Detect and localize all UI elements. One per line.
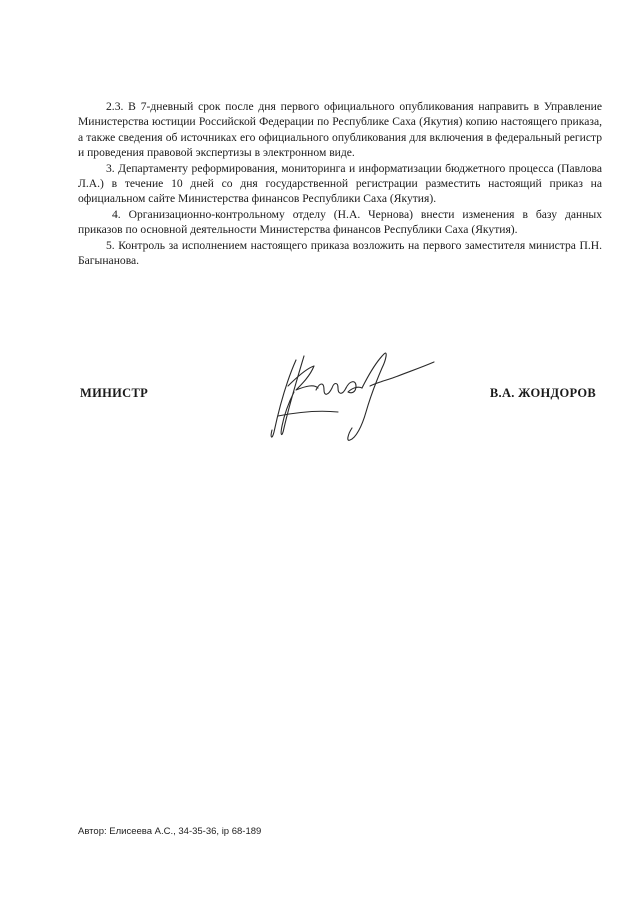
signatory-name: В.А. ЖОНДОРОВ (489, 386, 596, 400)
paragraph-3: 3. Департаменту реформирования, мониторинга и информатизации бюджетного процесса (Павлова Л.А.) в течение 10 дней со дня государственной регистрации разместить настоящий приказ на официальном сайте Министерства финансов Республики Саха (Якутия). (78, 161, 602, 206)
author-footer: Автор: Елисеева А.С., 34-35-36, ip 68-189 (78, 826, 262, 837)
paragraph-5: 5. Контроль за исполнением настоящего приказа возложить на первого заместителя министра П.Н. Багынанова. (78, 238, 602, 268)
handwritten-signature (258, 346, 440, 446)
document-body (78, 99, 602, 268)
signatory-title: МИНИСТР (80, 386, 149, 400)
paragraph-2-3: 2.3. В 7-дневный срок после дня первого официального опубликования направить в Управление Министерства юстиции Российской Федерации по Республике Саха (Якутия) копию настоящего приказа, а также сведения об источниках его официального опубликования для включения в федеральный регистр и проведения правовой экспертизы в электронном виде. (78, 100, 602, 160)
paragraph-4: 4. Организационно-контрольному отделу (Н.А. Чернова) внести изменения в базу данных приказов по основной деятельности Министерства финансов Республики Саха (Якутия). (78, 207, 602, 237)
